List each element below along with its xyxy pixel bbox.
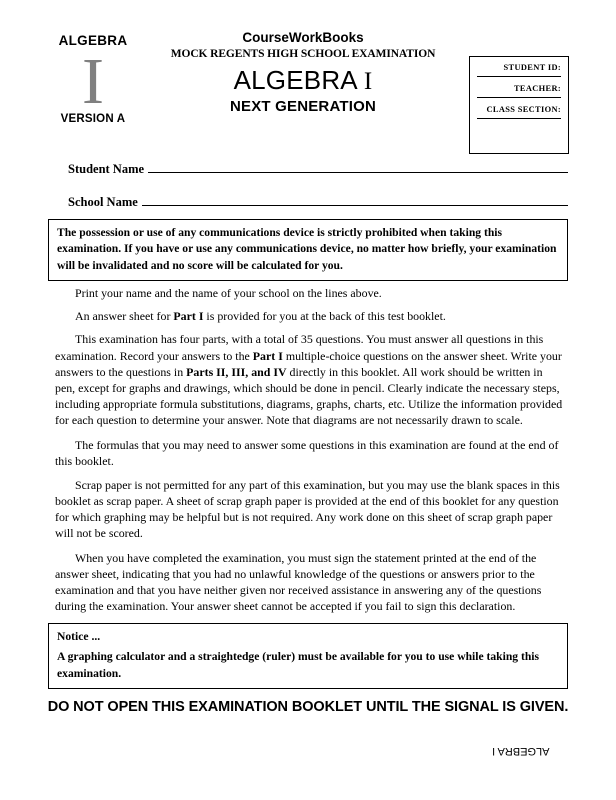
exam-title-roman: I <box>363 67 373 95</box>
instruction-paragraph-scrap-paper: Scrap paper is not permitted for any part of this examination, but you may use the blank spaces in this booklet as scrap paper. A sheet of scrap graph paper is provided at the end of this booklet for any question for which graphing may be helpful but is not required. Any work done on this sheet of scrap graph paper will not be scored. <box>55 477 560 541</box>
instruction-paragraph-exam-structure <box>55 331 565 428</box>
part-one-emphasis: Part I <box>173 309 204 324</box>
class-section-field[interactable]: CLASS SECTION: <box>477 105 561 119</box>
student-name-input[interactable] <box>148 160 568 173</box>
brand-subject-label: ALGEBRA <box>58 33 128 48</box>
brand-numeral-one: I <box>82 44 104 118</box>
part-one-emphasis-2: Part I <box>252 348 283 363</box>
instruction-paragraph-formulas: The formulas that you may need to answer some questions in this examination are found at the end of this booklet. <box>55 437 559 468</box>
answer-sheet-text-a: An answer sheet for <box>75 309 174 324</box>
student-name-label: Student Name <box>68 162 145 176</box>
notice-text: A graphing calculator and a straightedge (ruler) must be available for you to use while taking this examination. <box>57 650 540 680</box>
teacher-field[interactable]: TEACHER: <box>477 84 561 98</box>
version-brand-block <box>38 34 148 126</box>
school-name-input[interactable] <box>142 193 568 206</box>
parts-two-three-four-emphasis: Parts II, III, and IV <box>186 364 287 379</box>
communications-device-warning-box <box>48 219 568 281</box>
structure-text-c: multiple-choice questions on the answer sheet. Write your answers to the questions in <box>55 348 562 379</box>
spine-label: ALGEBRA I <box>492 745 550 757</box>
notice-title: Notice ... <box>57 630 101 643</box>
warning-text: The possession or use of any communications device is strictly prohibited when taking this examination. If you have or use any communications device, no matter how briefly, your examination will be invalidated and no score will be calculated for you. <box>57 226 557 272</box>
student-id-field[interactable]: STUDENT ID: <box>477 63 561 77</box>
student-name-row[interactable] <box>68 160 568 177</box>
instruction-paragraph-declaration: When you have completed the examination, you must sign the statement printed at the end of the answer sheet, indicating that you had no unlawful knowledge of the questions or answers prior to the examination and that you have neither given nor received assistance in answering any of the questions during the examination. Your answer sheet cannot be accepted if you fail to sign this declaration. <box>55 550 542 614</box>
calculator-notice-box <box>48 623 568 689</box>
school-name-row[interactable] <box>68 193 568 210</box>
do-not-open-warning: DO NOT OPEN THIS EXAMINATION BOOKLET UNTIL THE SIGNAL IS GIVEN. <box>47 699 569 715</box>
student-id-box <box>469 56 569 154</box>
instructions-section <box>55 285 565 622</box>
name-entry-lines <box>0 160 616 226</box>
exam-subtitle: NEXT GENERATION <box>229 98 377 116</box>
exam-title-main: ALGEBRA <box>233 64 357 95</box>
structure-text-a: This examination has four parts, with a total of 35 questions. You must answer all questions in this examination. Record your answers to the <box>55 332 544 363</box>
page-title <box>148 65 458 98</box>
instruction-paragraph-print-name: Print your name and the name of your school on the lines above. <box>75 286 382 300</box>
page-header <box>0 26 616 138</box>
brand-version-label: VERSION A <box>60 113 126 126</box>
exam-kind-label: MOCK REGENTS HIGH SCHOOL EXAMINATION <box>170 47 436 60</box>
structure-text-e: directly in this booklet. All work should be written in pen, except for graphs and drawings, which should be done in pencil. Clearly indicate the necessary steps, including appropriate formula substitutions, diagrams, graphs, charts, etc. Utilize the information provided for each question to determine your answer. Note that diagrams are not necessarily drawn to scale. <box>55 364 563 428</box>
publisher-name: CourseWorkBooks <box>242 30 364 45</box>
answer-sheet-text-c: is provided for you at the back of this test booklet. <box>203 309 446 324</box>
school-name-label: School Name <box>68 195 138 209</box>
instruction-paragraph-answer-sheet <box>55 308 565 324</box>
exam-title-block <box>148 30 458 116</box>
